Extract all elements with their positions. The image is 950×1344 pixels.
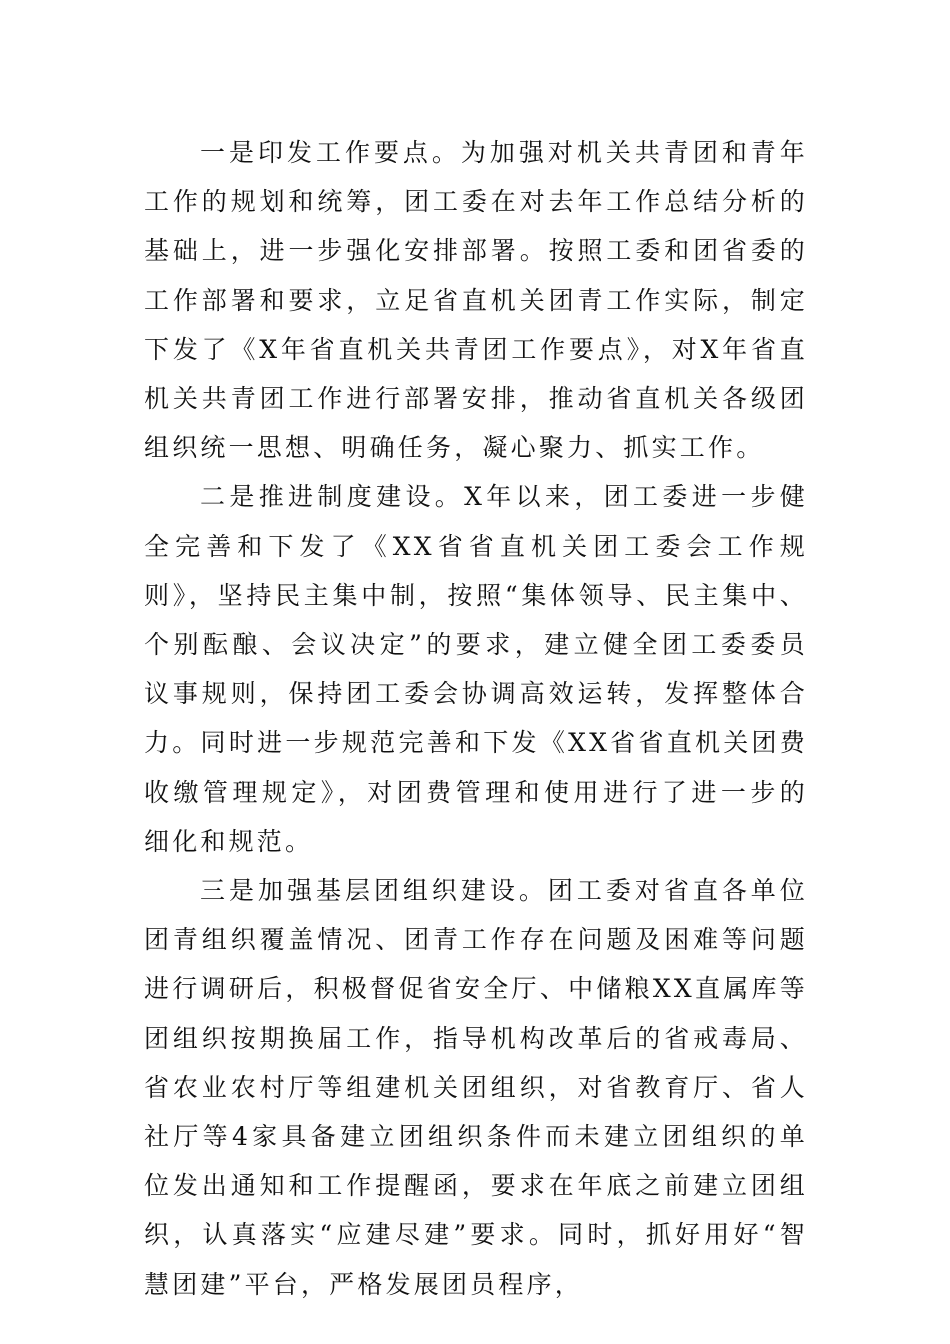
paragraph-system-building: 二是推进制度建设。X年以来，团工委进一步健全完善和下发了《XX省省直机关团工委会工作规则》，坚持民主集中制，按照“集体领导、民主集中、个别酝酿、会议决定”的要求，建立健全团工委委员议事规则，保持团工委会协调高效运转，发挥整体合力。同时进一步规范完善和下发《XX省省直机关团费收缴管理规定》，对团费管理和使用进行了进一步的细化和规范。 xyxy=(144,482,808,856)
document-body xyxy=(144,128,808,1309)
paragraph-grassroots-organization: 三是加强基层团组织建设。团工委对省直各单位团青组织覆盖情况、团青工作存在问题及困难等问题进行调研后，积极督促省安全厅、中储粮XX直属库等团组织按期换届工作，指导机构改革后的省戒毒局、省农业农村厅等组建机关团组织，对省教育厅、省人社厅等4家具备建立团组织条件而未建立团组织的单位发出通知和工作提醒函，要求在年底之前建立团组织，认真落实“应建尽建”要求。同时，抓好用好“智慧团建”平台，严格发展团员程序， xyxy=(144,876,808,1299)
paragraph-work-priorities: 一是印发工作要点。为加强对机关共青团和青年工作的规划和统筹，团工委在对去年工作总结分析的基础上，进一步强化安排部署。按照工委和团省委的工作部署和要求，立足省直机关团青工作实际，制定下发了《X年省直机关共青团工作要点》，对X年省直机关共青团工作进行部署安排，推动省直机关各级团组织统一思想、明确任务，凝心聚力、抓实工作。 xyxy=(144,138,808,463)
